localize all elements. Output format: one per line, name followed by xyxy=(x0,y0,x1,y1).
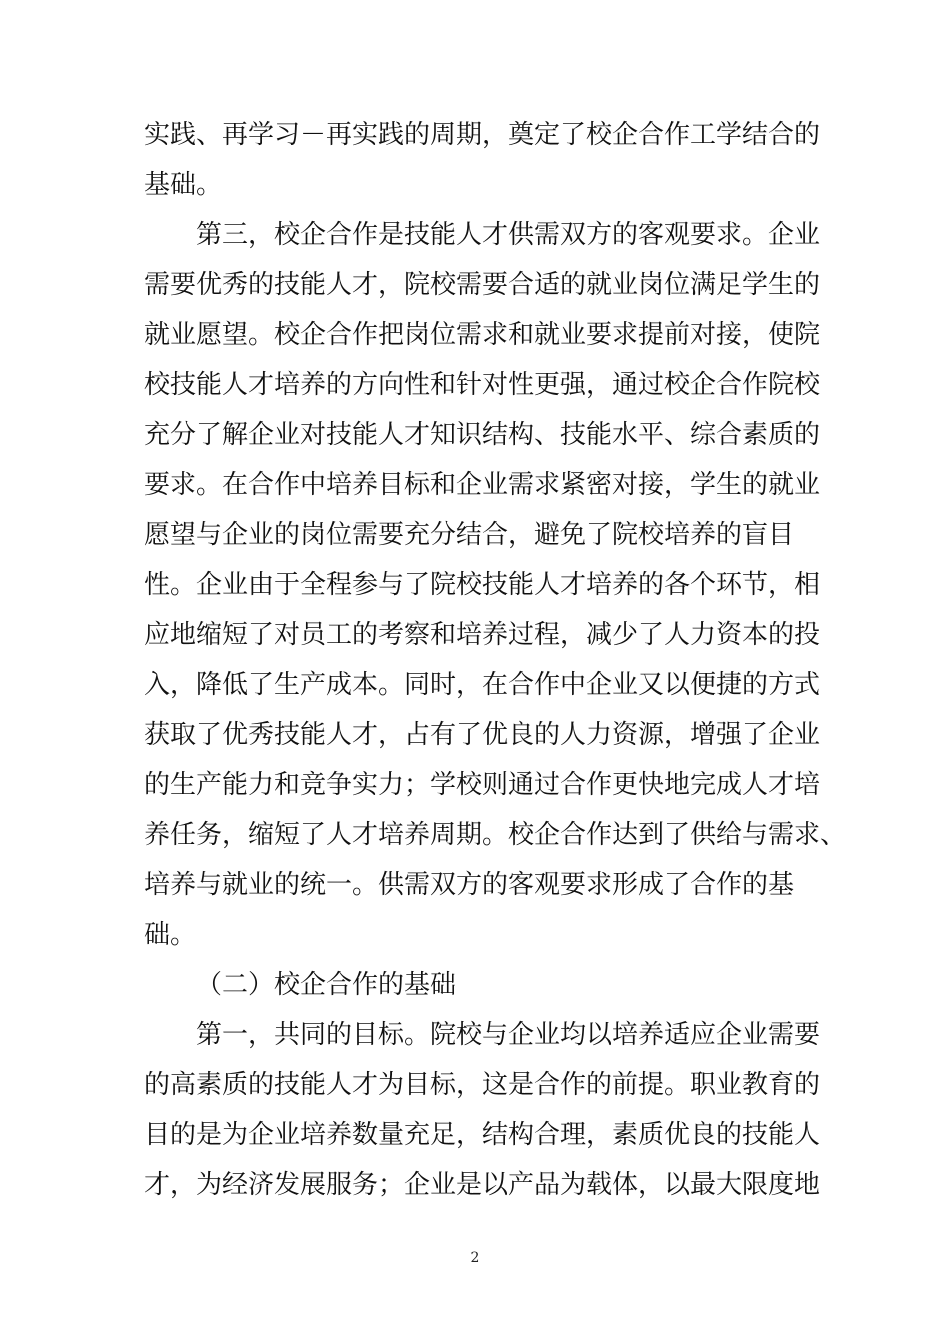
text-line: 础。 xyxy=(144,920,197,950)
text-line: 入，降低了生产成本。同时，在合作中企业又以便捷的方式 xyxy=(144,670,821,700)
text-line: 愿望与企业的岗位需要充分结合，避免了院校培养的盲目 xyxy=(144,520,795,550)
text-line: 才，为经济发展服务；企业是以产品为载体，以最大限度地 xyxy=(144,1170,821,1200)
page-number: 2 xyxy=(470,1250,480,1266)
text-line: 校技能人才培养的方向性和针对性更强，通过校企合作院校 xyxy=(144,370,821,400)
text-line: 要求。在合作中培养目标和企业需求紧密对接，学生的就业 xyxy=(144,470,821,500)
text-line: 基础。 xyxy=(144,170,223,200)
text-line: 获取了优秀技能人才，占有了优良的人力资源，增强了企业 xyxy=(144,720,821,750)
text-line: 性。企业由于全程参与了院校技能人才培养的各个环节，相 xyxy=(144,570,821,600)
body-text xyxy=(144,110,847,1210)
text-line: 养任务，缩短了人才培养周期。校企合作达到了供给与需求、 xyxy=(144,820,847,850)
text-line: 充分了解企业对技能人才知识结构、技能水平、综合素质的 xyxy=(144,420,821,450)
paragraph-start-line: 第一，共同的目标。院校与企业均以培养适应企业需要 xyxy=(196,1020,821,1050)
text-line: 培养与就业的统一。供需双方的客观要求形成了合作的基 xyxy=(144,870,795,900)
paragraph-start-line: 第三，校企合作是技能人才供需双方的客观要求。企业 xyxy=(196,220,821,250)
text-line: 应地缩短了对员工的考察和培养过程，减少了人力资本的投 xyxy=(144,620,821,650)
text-line: 的高素质的技能人才为目标，这是合作的前提。职业教育的 xyxy=(144,1070,821,1100)
section-heading: （二）校企合作的基础 xyxy=(196,970,457,1000)
text-line: 就业愿望。校企合作把岗位需求和就业要求提前对接，使院 xyxy=(144,320,821,350)
text-line: 需要优秀的技能人才，院校需要合适的就业岗位满足学生的 xyxy=(144,270,821,300)
text-line: 的生产能力和竞争实力；学校则通过合作更快地完成人才培 xyxy=(144,770,821,800)
text-line: 目的是为企业培养数量充足，结构合理，素质优良的技能人 xyxy=(144,1120,821,1150)
text-line: 实践、再学习－再实践的周期，奠定了校企合作工学结合的 xyxy=(144,120,821,150)
